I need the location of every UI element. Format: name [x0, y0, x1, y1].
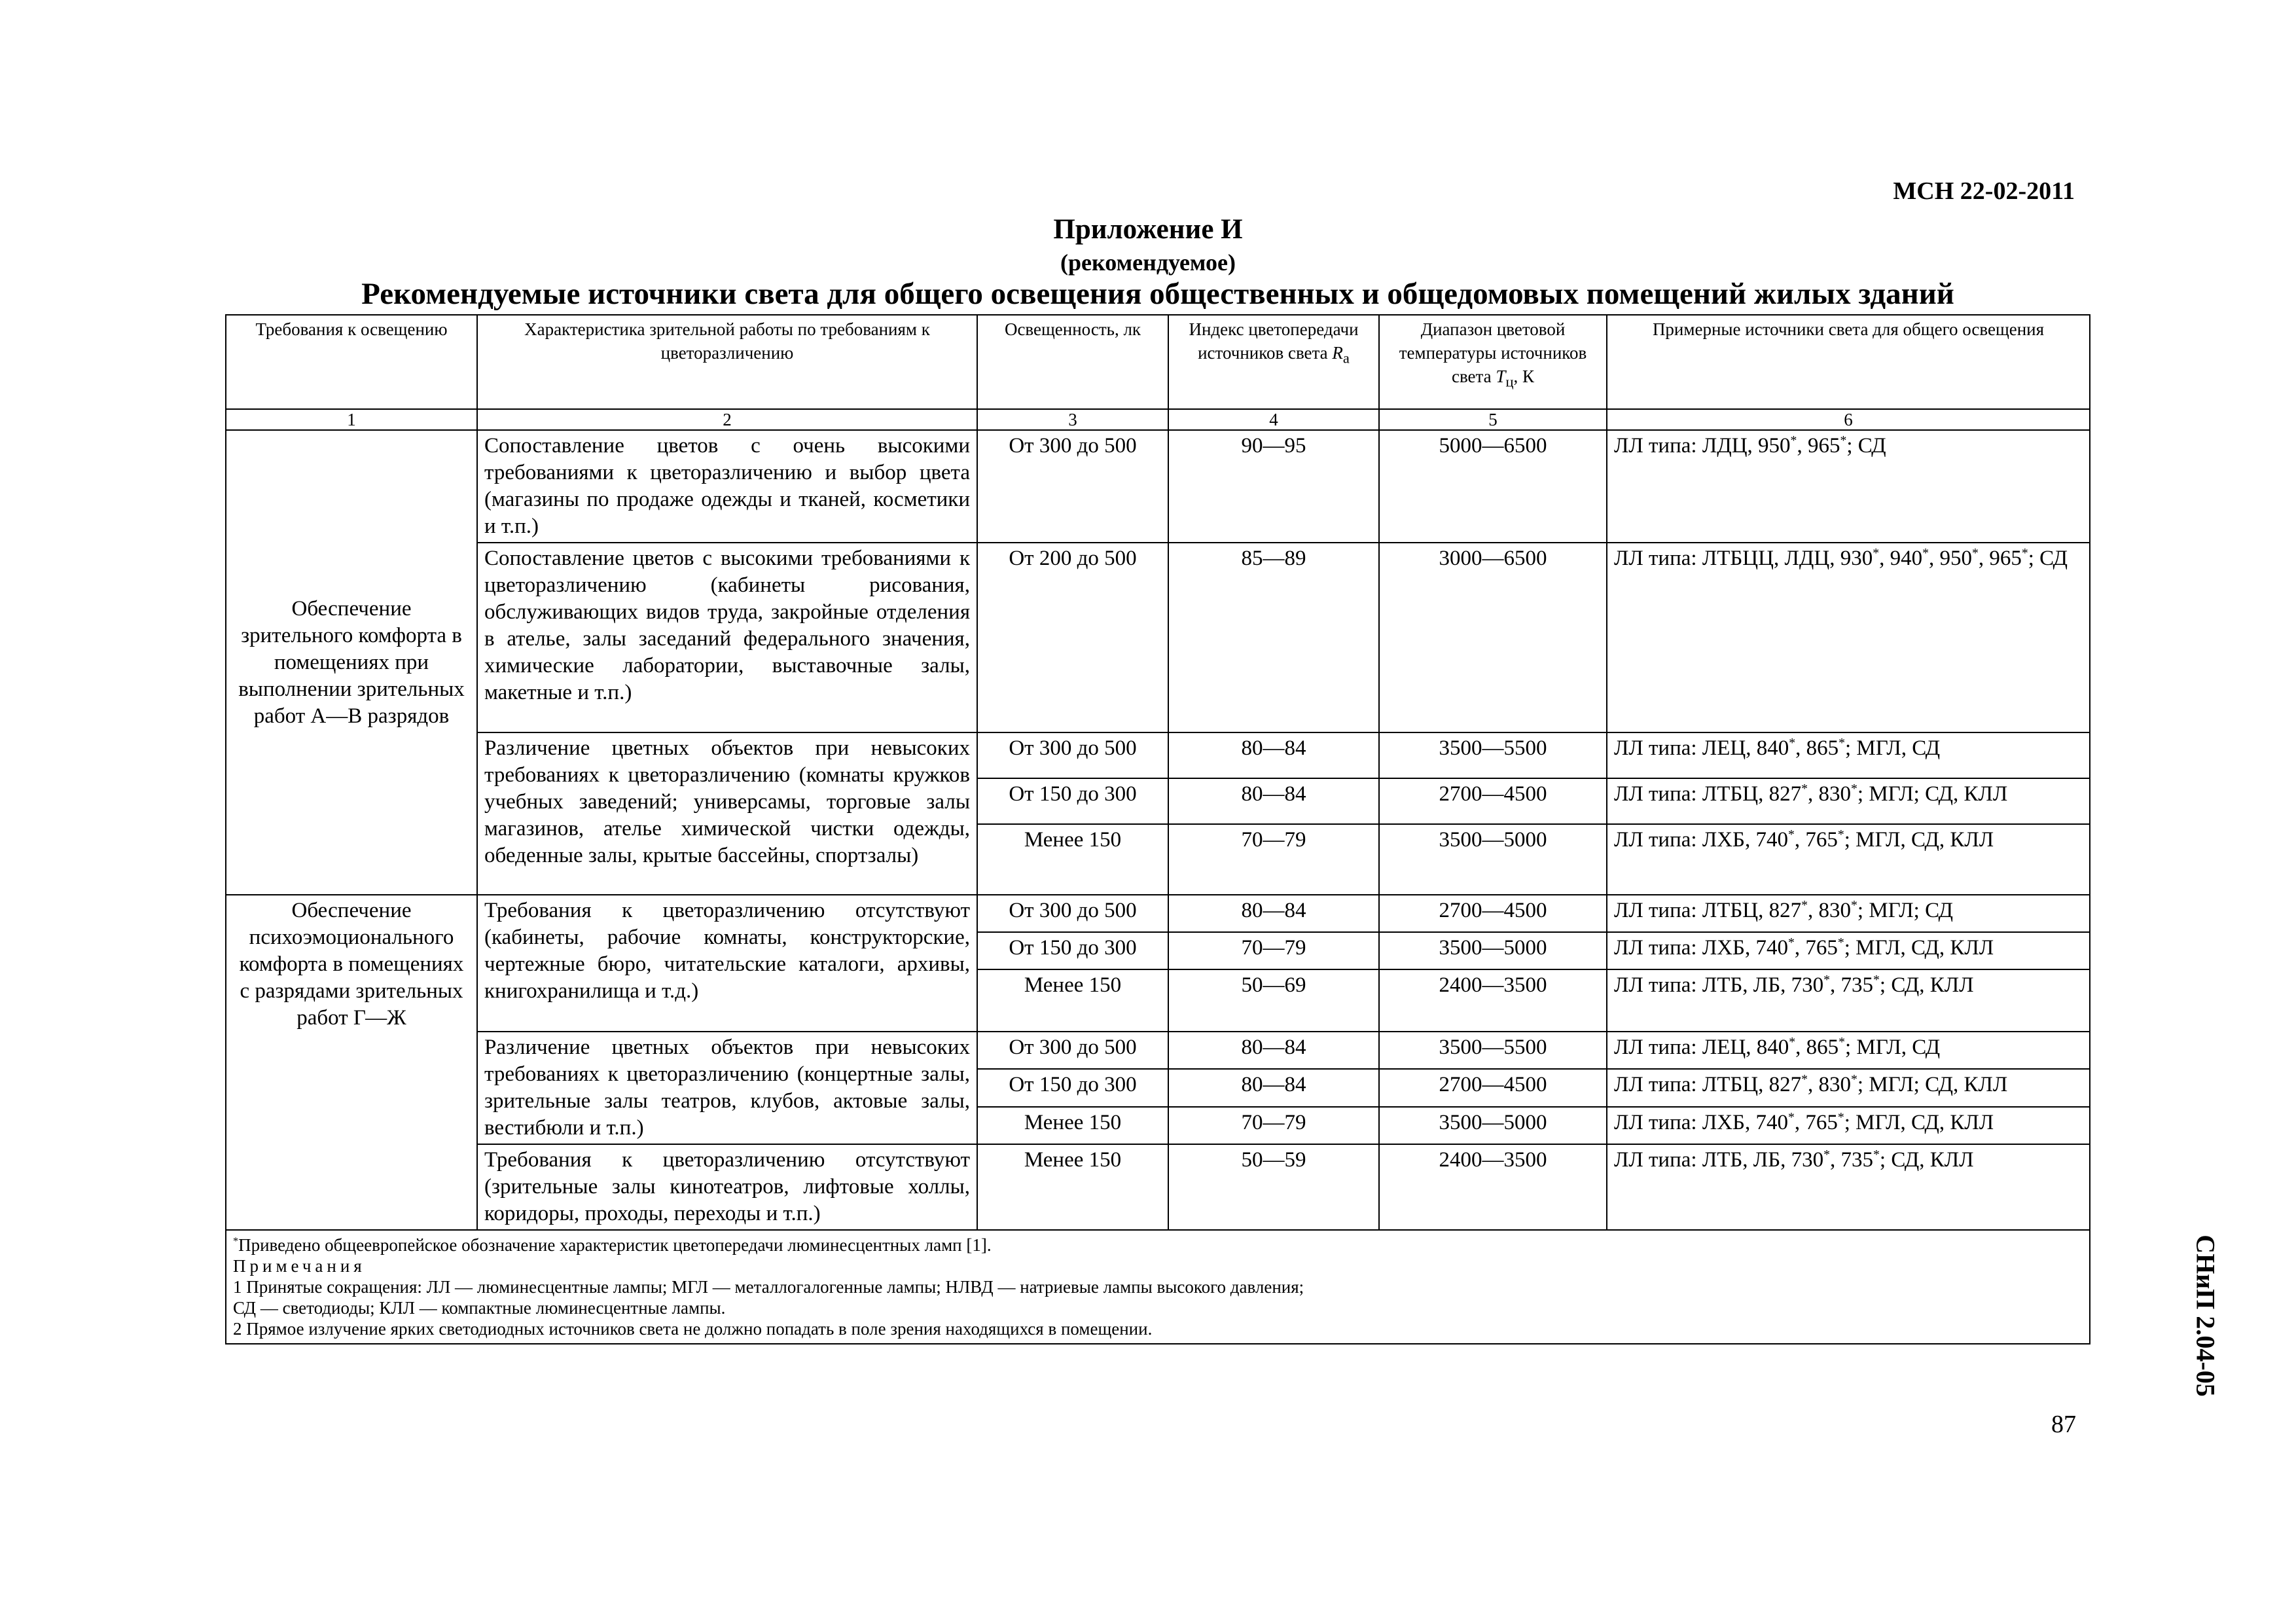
column-number: 6 — [1607, 409, 2090, 430]
column-number: 1 — [226, 409, 477, 430]
table-row — [226, 1144, 2090, 1230]
color-rendering-cell: 50—59 — [1168, 1144, 1379, 1230]
light-source-cell: ЛЛ типа: ЛДЦ, 950*, 965*; СД — [1607, 430, 2090, 543]
illuminance-cell: Менее 150 — [977, 824, 1168, 895]
table-row — [226, 1032, 2090, 1069]
footnote: *Приведено общеевропейское обозначение характеристик цветопередачи люминесцентных ламп [1]. — [233, 1235, 992, 1255]
color-temperature-cell: 3500—5500 — [1379, 732, 1607, 778]
header-color-temperature: Диапазон цветовой температуры источников света $T_ц$, К — [1379, 315, 1607, 409]
light-source-cell: ЛЛ типа: ЛЕЦ, 840*, 865*; МГЛ, СД — [1607, 732, 2090, 778]
appendix-title: Приложение И — [1053, 214, 1243, 245]
document-code: МСН 22-02-2011 — [1893, 177, 2075, 205]
color-temperature-cell: 5000—6500 — [1379, 430, 1607, 543]
notes-cell — [226, 1230, 2090, 1344]
light-source-cell: ЛЛ типа: ЛЕЦ, 840*, 865*; МГЛ, СД — [1607, 1032, 2090, 1069]
column-number: 3 — [977, 409, 1168, 430]
table-row — [226, 895, 2090, 932]
header-color-rendering-index: Индекс цветопередачи источников света $R_a$ — [1168, 315, 1379, 409]
light-source-cell: ЛЛ типа: ЛТБЦ, 827*, 830*; МГЛ; СД — [1607, 895, 2090, 932]
header-work-characteristic: Характеристика зрительной работы по требованиям к цветоразличению — [477, 315, 977, 409]
color-temperature-cell: 3000—6500 — [1379, 543, 1607, 732]
table-header-row — [226, 315, 2090, 409]
illuminance-cell: От 300 до 500 — [977, 895, 1168, 932]
light-source-cell: ЛЛ типа: ЛТБ, ЛБ, 730*, 735*; СД, КЛЛ — [1607, 1144, 2090, 1230]
illuminance-cell: Менее 150 — [977, 1144, 1168, 1230]
column-number: 5 — [1379, 409, 1607, 430]
light-source-cell: ЛЛ типа: ЛХБ, 740*, 765*; МГЛ, СД, КЛЛ — [1607, 932, 2090, 969]
color-rendering-cell: 70—79 — [1168, 824, 1379, 895]
color-rendering-cell: 80—84 — [1168, 778, 1379, 824]
work-characteristic-cell: Различение цветных объектов при невысоких требованиях к цветоразличению (комнаты кружков учебных заведений; универсамы, торговые залы магазинов, ателье химической чистки одежды, обеденные залы, крытые бассейны, спортзалы) — [477, 732, 977, 895]
illuminance-cell: Менее 150 — [977, 1107, 1168, 1144]
note-1-continued: СД — светодиоды; КЛЛ — компактные люминесцентные лампы. — [233, 1298, 726, 1318]
color-rendering-cell: 90—95 — [1168, 430, 1379, 543]
color-rendering-cell: 80—84 — [1168, 895, 1379, 932]
color-rendering-cell: 80—84 — [1168, 1032, 1379, 1069]
work-characteristic-cell: Различение цветных объектов при невысоких требованиях к цветоразличению (концертные залы, зрительные залы театров, клубов, актовые залы, вестибюли и т.п.) — [477, 1032, 977, 1144]
side-document-code: СНиП 2.04-05 — [2191, 1235, 2221, 1397]
color-temperature-cell: 2700—4500 — [1379, 778, 1607, 824]
light-sources-table — [225, 314, 2090, 1344]
color-rendering-cell: 80—84 — [1168, 1069, 1379, 1106]
illuminance-cell: От 300 до 500 — [977, 732, 1168, 778]
illuminance-cell: От 150 до 300 — [977, 1069, 1168, 1106]
notes-row — [226, 1230, 2090, 1344]
color-temperature-cell: 2700—4500 — [1379, 1069, 1607, 1106]
column-number: 4 — [1168, 409, 1379, 430]
color-rendering-cell: 70—79 — [1168, 1107, 1379, 1144]
note-2: 2 Прямое излучение ярких светодиодных источников света не должно попадать в поле зрения находящихся в помещении. — [233, 1319, 1153, 1339]
table-title: Рекомендуемые источники света для общего освещения общественных и общедомовых помещений жилых зданий — [361, 277, 1954, 311]
light-source-cell: ЛЛ типа: ЛТБЦ, 827*, 830*; МГЛ; СД, КЛЛ — [1607, 778, 2090, 824]
illuminance-cell: От 150 до 300 — [977, 932, 1168, 969]
color-rendering-cell: 50—69 — [1168, 969, 1379, 1032]
illuminance-cell: Менее 150 — [977, 969, 1168, 1032]
column-number: 2 — [477, 409, 977, 430]
color-rendering-cell: 70—79 — [1168, 932, 1379, 969]
light-source-cell: ЛЛ типа: ЛХБ, 740*, 765*; МГЛ, СД, КЛЛ — [1607, 1107, 2090, 1144]
work-characteristic-cell: Требования к цветоразличению отсутствуют (кабинеты, рабочие комнаты, конструкторские, чертежные бюро, читательские каталоги, архивы, книгохранилища и т.д.) — [477, 895, 977, 1032]
table-row — [226, 543, 2090, 732]
note-1: 1 Принятые сокращения: ЛЛ — люминесцентные лампы; МГЛ — металлогалогенные лампы; НЛВД — натриевые лампы высокого давления; — [233, 1277, 1304, 1297]
illuminance-cell: От 150 до 300 — [977, 778, 1168, 824]
light-source-cell: ЛЛ типа: ЛХБ, 740*, 765*; МГЛ, СД, КЛЛ — [1607, 824, 2090, 895]
color-temperature-cell: 2400—3500 — [1379, 1144, 1607, 1230]
table-row — [226, 430, 2090, 543]
light-source-cell: ЛЛ типа: ЛТБЦЦ, ЛДЦ, 930*, 940*, 950*, 965*; СД — [1607, 543, 2090, 732]
work-characteristic-cell: Сопоставление цветов с очень высокими требованиями к цветоразличению и выбор цвета (магазины по продаже одежды и тканей, косметики и т.п.) — [477, 430, 977, 543]
requirement-cell: Обеспечение психоэмоционального комфорта в помещениях с разрядами зрительных работ Г—Ж — [226, 895, 477, 1230]
header-requirements: Требования к освещению — [226, 315, 477, 409]
requirement-cell: Обеспечение зрительного комфорта в помещениях при выполнении зрительных работ А—В разрядов — [226, 430, 477, 895]
work-characteristic-cell: Сопоставление цветов с высокими требованиями к цветоразличению (кабинеты рисования, обслуживающих видов труда, закройные отделения в ателье, залы заседаний федерального значения, химические лаборатории, выставочные залы, макетные и т.п.) — [477, 543, 977, 732]
color-temperature-cell: 2700—4500 — [1379, 895, 1607, 932]
color-temperature-cell: 2400—3500 — [1379, 969, 1607, 1032]
illuminance-cell: От 300 до 500 — [977, 430, 1168, 543]
illuminance-cell: От 200 до 500 — [977, 543, 1168, 732]
appendix-status: (рекомендуемое) — [1060, 249, 1236, 276]
color-temperature-cell: 3500—5000 — [1379, 932, 1607, 969]
light-source-cell: ЛЛ типа: ЛТБ, ЛБ, 730*, 735*; СД, КЛЛ — [1607, 969, 2090, 1032]
color-temperature-cell: 3500—5000 — [1379, 824, 1607, 895]
table-row — [226, 732, 2090, 778]
color-rendering-cell: 85—89 — [1168, 543, 1379, 732]
page-number: 87 — [2051, 1411, 2076, 1438]
header-light-sources: Примерные источники света для общего освещения — [1607, 315, 2090, 409]
illuminance-cell: От 300 до 500 — [977, 1032, 1168, 1069]
color-rendering-cell: 80—84 — [1168, 732, 1379, 778]
column-number-row — [226, 409, 2090, 430]
color-temperature-cell: 3500—5000 — [1379, 1107, 1607, 1144]
light-source-cell: ЛЛ типа: ЛТБЦ, 827*, 830*; МГЛ; СД, КЛЛ — [1607, 1069, 2090, 1106]
color-temperature-cell: 3500—5500 — [1379, 1032, 1607, 1069]
work-characteristic-cell: Требования к цветоразличению отсутствуют (зрительные залы кинотеатров, лифтовые холлы, коридоры, проходы, переходы и т.п.) — [477, 1144, 977, 1230]
notes-title: Примечания — [233, 1256, 366, 1276]
header-illuminance: Освещенность, лк — [977, 315, 1168, 409]
